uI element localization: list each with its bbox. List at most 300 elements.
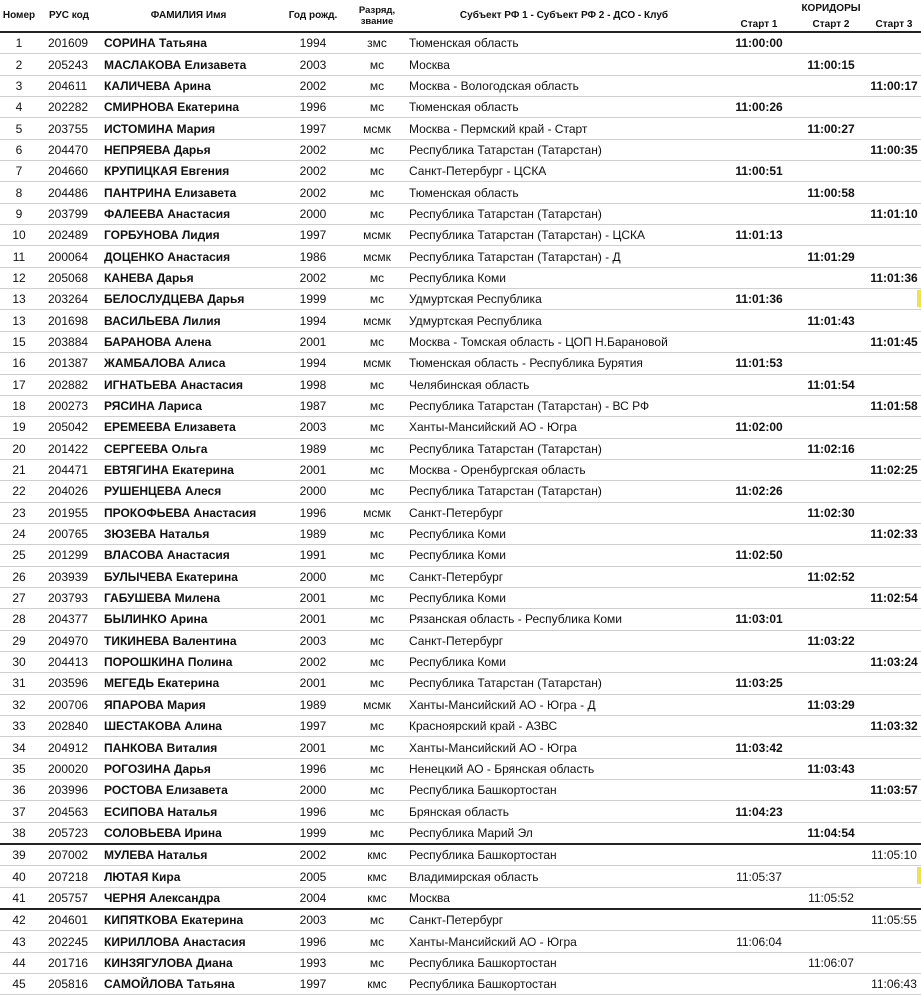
start-1-label: Старт 1	[740, 19, 778, 30]
row-number: 1	[0, 32, 38, 54]
birth-year: 1987	[277, 395, 349, 416]
athlete-name: МЕГЕДЬ Екатерина	[100, 673, 277, 694]
athlete-name: ЕСИПОВА Наталья	[100, 801, 277, 822]
birth-year: 1996	[277, 801, 349, 822]
athlete-name: РЯСИНА Лариса	[100, 395, 277, 416]
rus-code: 201716	[38, 952, 100, 973]
start-1-time	[723, 310, 795, 331]
start-1-time	[723, 694, 795, 715]
start-2-time	[795, 844, 867, 866]
rus-code: 204660	[38, 161, 100, 182]
birth-year: 1989	[277, 438, 349, 459]
start-3-time	[867, 694, 921, 715]
start-2-time	[795, 161, 867, 182]
start-3-time	[867, 481, 921, 502]
start-3-time	[867, 822, 921, 844]
region: Республика Коми	[405, 651, 723, 672]
corridors-label: КОРИДОРЫ	[801, 3, 861, 14]
row-number: 33	[0, 716, 38, 737]
birth-year: 2000	[277, 203, 349, 224]
birth-year: 2000	[277, 566, 349, 587]
athlete-name: БАРАНОВА Алена	[100, 331, 277, 352]
table-row	[0, 481, 921, 502]
birth-year: 1989	[277, 523, 349, 544]
row-number: 12	[0, 267, 38, 288]
row-number: 24	[0, 523, 38, 544]
row-number: 11	[0, 246, 38, 267]
athlete-name: РОСТОВА Елизавета	[100, 780, 277, 801]
start-2-time: 11:02:30	[795, 502, 867, 523]
rus-code: 202882	[38, 374, 100, 395]
region: Республика Башкортостан	[405, 844, 723, 866]
row-number: 28	[0, 609, 38, 630]
row-number: 20	[0, 438, 38, 459]
col-header-birth-year: Год рожд.	[277, 0, 349, 32]
athlete-name: КИРИЛЛОВА Анастасия	[100, 931, 277, 952]
col-header-region: Субъект РФ 1 - Субъект РФ 2 - ДСО - Клуб	[405, 0, 723, 32]
table-row	[0, 225, 921, 246]
start-1-time: 11:00:00	[723, 32, 795, 54]
rank: мс	[349, 438, 405, 459]
start-1-time	[723, 438, 795, 459]
rank: мс	[349, 909, 405, 931]
region: Москва	[405, 54, 723, 75]
rank: мс	[349, 630, 405, 651]
start-1-time	[723, 887, 795, 909]
table-row	[0, 716, 921, 737]
start-1-time	[723, 374, 795, 395]
birth-year: 2003	[277, 417, 349, 438]
rus-code: 201609	[38, 32, 100, 54]
start-2-time: 11:02:16	[795, 438, 867, 459]
region: Республика Башкортостан	[405, 974, 723, 995]
athlete-name: КАНЕВА Дарья	[100, 267, 277, 288]
athlete-name: ТИКИНЕВА Валентина	[100, 630, 277, 651]
header-row	[0, 0, 921, 32]
start-2-time: 11:00:27	[795, 118, 867, 139]
row-number: 2	[0, 54, 38, 75]
region: Республика Марий Эл	[405, 822, 723, 844]
start-2-time: 11:04:54	[795, 822, 867, 844]
birth-year: 1997	[277, 225, 349, 246]
region: Республика Татарстан (Татарстан) - Д	[405, 246, 723, 267]
rank: мс	[349, 267, 405, 288]
start-2-time: 11:03:22	[795, 630, 867, 651]
start-1-time	[723, 331, 795, 352]
start-3-time: 11:01:10	[867, 203, 921, 224]
birth-year: 1996	[277, 502, 349, 523]
rank: мс	[349, 651, 405, 672]
rus-code: 204611	[38, 75, 100, 96]
athlete-name: РОГОЗИНА Дарья	[100, 758, 277, 779]
table-row	[0, 587, 921, 608]
birth-year: 2001	[277, 587, 349, 608]
rus-code: 202245	[38, 931, 100, 952]
start-3-time	[867, 161, 921, 182]
rus-code: 200765	[38, 523, 100, 544]
start-2-time	[795, 909, 867, 931]
region: Челябинская область	[405, 374, 723, 395]
row-number: 15	[0, 331, 38, 352]
rank: мс	[349, 203, 405, 224]
rank: мс	[349, 609, 405, 630]
row-number: 36	[0, 780, 38, 801]
start-1-time: 11:02:50	[723, 545, 795, 566]
birth-year: 1989	[277, 694, 349, 715]
region: Владимирская область	[405, 866, 723, 887]
start-2-time: 11:01:54	[795, 374, 867, 395]
start-1-time	[723, 75, 795, 96]
start-2-time	[795, 673, 867, 694]
start-1-time	[723, 651, 795, 672]
start-1-time	[723, 844, 795, 866]
region: Рязанская область - Республика Коми	[405, 609, 723, 630]
start-3-time	[867, 758, 921, 779]
region: Удмуртская Республика	[405, 289, 723, 310]
rank: кмс	[349, 844, 405, 866]
table-row	[0, 374, 921, 395]
start-2-time	[795, 203, 867, 224]
table-row	[0, 630, 921, 651]
rus-code: 203793	[38, 587, 100, 608]
birth-year: 1999	[277, 822, 349, 844]
athlete-name: РУШЕНЦЕВА Алеся	[100, 481, 277, 502]
table-row	[0, 438, 921, 459]
row-number: 32	[0, 694, 38, 715]
start-1-time	[723, 566, 795, 587]
region: Республика Коми	[405, 587, 723, 608]
start-1-time	[723, 909, 795, 931]
region: Тюменская область	[405, 97, 723, 118]
table-row	[0, 97, 921, 118]
region: Москва - Пермский край - Старт	[405, 118, 723, 139]
start-2-time	[795, 801, 867, 822]
region: Удмуртская Республика	[405, 310, 723, 331]
athlete-name: ИГНАТЬЕВА Анастасия	[100, 374, 277, 395]
rank: мс	[349, 481, 405, 502]
rank: мс	[349, 587, 405, 608]
region: Республика Татарстан (Татарстан)	[405, 139, 723, 160]
rus-code: 204413	[38, 651, 100, 672]
rank: мс	[349, 182, 405, 203]
start-3-time	[867, 866, 921, 887]
region: Тюменская область	[405, 182, 723, 203]
region: Республика Татарстан (Татарстан)	[405, 481, 723, 502]
region: Ханты-Мансийский АО - Югра	[405, 931, 723, 952]
athlete-name: КИНЗЯГУЛОВА Диана	[100, 952, 277, 973]
athlete-name: ГОРБУНОВА Лидия	[100, 225, 277, 246]
row-number: 13	[0, 289, 38, 310]
rus-code: 205723	[38, 822, 100, 844]
start-2-time: 11:01:43	[795, 310, 867, 331]
table-body	[0, 32, 921, 995]
athlete-name: МУЛЕВА Наталья	[100, 844, 277, 866]
rus-code: 201698	[38, 310, 100, 331]
region: Тюменская область	[405, 32, 723, 54]
start-2-time	[795, 289, 867, 310]
birth-year: 2001	[277, 737, 349, 758]
start-2-time: 11:03:43	[795, 758, 867, 779]
athlete-name: СОРИНА Татьяна	[100, 32, 277, 54]
rank: мс	[349, 673, 405, 694]
rus-code: 202282	[38, 97, 100, 118]
rank: мсмк	[349, 310, 405, 331]
row-number: 41	[0, 887, 38, 909]
rank: мс	[349, 801, 405, 822]
row-number: 4	[0, 97, 38, 118]
row-number: 23	[0, 502, 38, 523]
athlete-name: ГАБУШЕВА Милена	[100, 587, 277, 608]
row-number: 44	[0, 952, 38, 973]
start-1-time: 11:04:23	[723, 801, 795, 822]
row-number: 10	[0, 225, 38, 246]
table-row	[0, 737, 921, 758]
rus-code: 205042	[38, 417, 100, 438]
rus-code: 204026	[38, 481, 100, 502]
birth-year: 2002	[277, 139, 349, 160]
table-row	[0, 780, 921, 801]
row-number: 40	[0, 866, 38, 887]
table-row	[0, 161, 921, 182]
row-number: 43	[0, 931, 38, 952]
region: Москва - Вологодская область	[405, 75, 723, 96]
athlete-name: ПОРОШКИНА Полина	[100, 651, 277, 672]
table-row	[0, 758, 921, 779]
region: Москва	[405, 887, 723, 909]
table-row	[0, 417, 921, 438]
birth-year: 1997	[277, 716, 349, 737]
region: Республика Башкортостан	[405, 780, 723, 801]
table-row	[0, 54, 921, 75]
rank: мс	[349, 54, 405, 75]
table-row	[0, 502, 921, 523]
table-row	[0, 353, 921, 374]
table-row	[0, 609, 921, 630]
start-2-label: Старт 2	[812, 19, 850, 30]
start-2-time	[795, 974, 867, 995]
rus-code: 200020	[38, 758, 100, 779]
table-row	[0, 310, 921, 331]
start-2-time	[795, 523, 867, 544]
start-1-time	[723, 587, 795, 608]
rank: мс	[349, 566, 405, 587]
start-3-time: 11:03:24	[867, 651, 921, 672]
athlete-name: ЕВТЯГИНА Екатерина	[100, 459, 277, 480]
start-1-time	[723, 502, 795, 523]
rus-code: 201299	[38, 545, 100, 566]
start-2-time	[795, 780, 867, 801]
start-1-time	[723, 630, 795, 651]
start-2-time	[795, 353, 867, 374]
rus-code: 205068	[38, 267, 100, 288]
athlete-name: ПАНТРИНА Елизавета	[100, 182, 277, 203]
rus-code: 204470	[38, 139, 100, 160]
row-number: 22	[0, 481, 38, 502]
start-2-time	[795, 931, 867, 952]
rus-code: 203799	[38, 203, 100, 224]
start-2-time	[795, 395, 867, 416]
athlete-name: ШЕСТАКОВА Алина	[100, 716, 277, 737]
athlete-name: БЕЛОСЛУДЦЕВА Дарья	[100, 289, 277, 310]
region: Санкт-Петербург	[405, 909, 723, 931]
birth-year: 2002	[277, 161, 349, 182]
region: Республика Коми	[405, 267, 723, 288]
start-2-time: 11:05:52	[795, 887, 867, 909]
start-1-time: 11:03:42	[723, 737, 795, 758]
start-1-time	[723, 822, 795, 844]
region: Республика Башкортостан	[405, 952, 723, 973]
col-header-start-3	[867, 0, 921, 32]
start-3-time	[867, 566, 921, 587]
col-header-name: ФАМИЛИЯ Имя	[100, 0, 277, 32]
start-1-time	[723, 758, 795, 779]
start-2-time: 11:00:15	[795, 54, 867, 75]
region: Республика Коми	[405, 523, 723, 544]
start-1-time	[723, 716, 795, 737]
start-2-time	[795, 139, 867, 160]
col-header-start-2	[795, 0, 867, 32]
start-3-time	[867, 225, 921, 246]
table-row	[0, 866, 921, 887]
row-number: 19	[0, 417, 38, 438]
birth-year: 2002	[277, 844, 349, 866]
row-number: 16	[0, 353, 38, 374]
rus-code: 204486	[38, 182, 100, 203]
row-number: 31	[0, 673, 38, 694]
start-3-time: 11:05:55	[867, 909, 921, 931]
table-row	[0, 887, 921, 909]
start-3-time	[867, 502, 921, 523]
start-1-time: 11:05:37	[723, 866, 795, 887]
start-2-time	[795, 609, 867, 630]
col-header-start-1	[723, 0, 795, 32]
start-1-time	[723, 118, 795, 139]
birth-year: 2001	[277, 459, 349, 480]
athlete-name: ЕРЕМЕЕВА Елизавета	[100, 417, 277, 438]
start-3-time	[867, 630, 921, 651]
athlete-name: ДОЦЕНКО Анастасия	[100, 246, 277, 267]
start-2-time	[795, 716, 867, 737]
start-1-time	[723, 182, 795, 203]
birth-year: 1994	[277, 32, 349, 54]
athlete-name: ВЛАСОВА Анастасия	[100, 545, 277, 566]
birth-year: 1998	[277, 374, 349, 395]
rus-code: 205757	[38, 887, 100, 909]
start-3-time	[867, 97, 921, 118]
row-number: 25	[0, 545, 38, 566]
table-row	[0, 822, 921, 844]
rus-code: 201387	[38, 353, 100, 374]
start-3-label: Старт 3	[875, 19, 913, 30]
birth-year: 1996	[277, 931, 349, 952]
athlete-name: БУЛЫЧЕВА Екатерина	[100, 566, 277, 587]
rank: мс	[349, 822, 405, 844]
athlete-name: ПРОКОФЬЕВА Анастасия	[100, 502, 277, 523]
start-3-time: 11:01:36	[867, 267, 921, 288]
rus-code: 204563	[38, 801, 100, 822]
birth-year: 1996	[277, 97, 349, 118]
region: Тюменская область - Республика Бурятия	[405, 353, 723, 374]
start-1-time	[723, 974, 795, 995]
rus-code: 204471	[38, 459, 100, 480]
table-row	[0, 182, 921, 203]
table-row	[0, 118, 921, 139]
birth-year: 2000	[277, 780, 349, 801]
row-number: 37	[0, 801, 38, 822]
start-1-time: 11:02:00	[723, 417, 795, 438]
region: Ханты-Мансийский АО - Югра - Д	[405, 694, 723, 715]
start-3-time	[867, 417, 921, 438]
start-3-time: 11:06:43	[867, 974, 921, 995]
start-3-time: 11:02:25	[867, 459, 921, 480]
start-1-time: 11:00:26	[723, 97, 795, 118]
rank: мсмк	[349, 694, 405, 715]
region: Санкт-Петербург	[405, 630, 723, 651]
start-3-time: 11:02:54	[867, 587, 921, 608]
start-2-time	[795, 97, 867, 118]
birth-year: 2003	[277, 630, 349, 651]
rank: мсмк	[349, 502, 405, 523]
birth-year: 1993	[277, 952, 349, 973]
start-2-time	[795, 651, 867, 672]
birth-year: 1994	[277, 353, 349, 374]
athlete-name: ПАНКОВА Виталия	[100, 737, 277, 758]
start-2-time	[795, 459, 867, 480]
table-row	[0, 651, 921, 672]
region: Санкт-Петербург - ЦСКА	[405, 161, 723, 182]
start-3-time	[867, 931, 921, 952]
row-number: 6	[0, 139, 38, 160]
start-2-time	[795, 267, 867, 288]
rank: мс	[349, 952, 405, 973]
rus-code: 203596	[38, 673, 100, 694]
rank: мс	[349, 331, 405, 352]
birth-year: 1991	[277, 545, 349, 566]
athlete-name: КАЛИЧЕВА Арина	[100, 75, 277, 96]
start-3-time	[867, 545, 921, 566]
rus-code: 205243	[38, 54, 100, 75]
athlete-name: ВАСИЛЬЕВА Лилия	[100, 310, 277, 331]
table-row	[0, 139, 921, 160]
row-number: 9	[0, 203, 38, 224]
athlete-name: СМИРНОВА Екатерина	[100, 97, 277, 118]
table-row	[0, 331, 921, 352]
row-number: 35	[0, 758, 38, 779]
rank: мсмк	[349, 246, 405, 267]
rank: мс	[349, 758, 405, 779]
region: Санкт-Петербург	[405, 566, 723, 587]
table-row	[0, 523, 921, 544]
row-number: 18	[0, 395, 38, 416]
rank: мс	[349, 545, 405, 566]
region: Республика Татарстан (Татарстан)	[405, 673, 723, 694]
highlight-marker	[917, 290, 921, 307]
table-row	[0, 974, 921, 995]
rus-code: 200064	[38, 246, 100, 267]
row-number: 30	[0, 651, 38, 672]
rus-code: 203264	[38, 289, 100, 310]
start-3-time	[867, 310, 921, 331]
rank: мс	[349, 161, 405, 182]
row-number: 45	[0, 974, 38, 995]
row-number: 17	[0, 374, 38, 395]
rank: кмс	[349, 974, 405, 995]
region: Ненецкий АО - Брянская область	[405, 758, 723, 779]
row-number: 8	[0, 182, 38, 203]
start-1-time	[723, 267, 795, 288]
table-row	[0, 395, 921, 416]
highlight-marker	[917, 867, 921, 884]
